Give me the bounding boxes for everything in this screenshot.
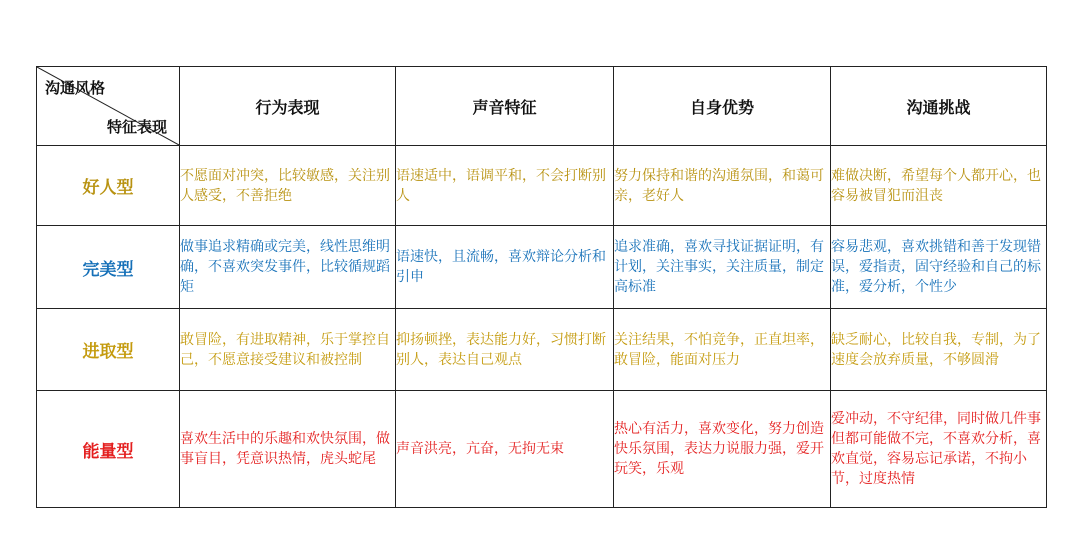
row-header-perfect: 完美型 — [37, 226, 180, 309]
column-header-behavior: 行为表现 — [180, 67, 396, 146]
table-row-perfect — [37, 226, 1047, 309]
column-header-voice: 声音特征 — [396, 67, 614, 146]
cell-energy-voice: 声音洪亮，亢奋，无拘无束 — [396, 391, 614, 508]
column-header-challenge: 沟通挑战 — [831, 67, 1047, 146]
cell-aggressive-behavior: 敢冒险，有进取精神，乐于掌控自己，不愿意接受建议和被控制 — [180, 309, 396, 391]
header-row — [37, 67, 1047, 146]
row-header-energy: 能量型 — [37, 391, 180, 508]
cell-perfect-challenge: 容易悲观，喜欢挑错和善于发现错误，爱指责，固守经验和自己的标准，爱分析，个性少 — [831, 226, 1047, 309]
table-row-good — [37, 146, 1047, 226]
row-header-aggressive: 进取型 — [37, 309, 180, 391]
table-row-energy — [37, 391, 1047, 508]
cell-aggressive-strength: 关注结果，不怕竞争，正直坦率，敢冒险，能面对压力 — [614, 309, 831, 391]
cell-good-challenge: 难做决断，希望每个人都开心，也容易被冒犯而沮丧 — [831, 146, 1047, 226]
row-header-good: 好人型 — [37, 146, 180, 226]
cell-good-behavior: 不愿面对冲突，比较敏感，关注别人感受，不善拒绝 — [180, 146, 396, 226]
cell-perfect-strength: 追求准确，喜欢寻找证据证明，有计划，关注事实，关注质量，制定高标准 — [614, 226, 831, 309]
column-header-strength: 自身优势 — [614, 67, 831, 146]
communication-style-table — [36, 66, 1047, 508]
cell-aggressive-voice: 抑扬顿挫，表达能力好，习惯打断别人，表达自己观点 — [396, 309, 614, 391]
cell-energy-challenge: 爱冲动，不守纪律，同时做几件事但都可能做不完，不喜欢分析，喜欢直觉，容易忘记承诺，不拘小节，过度热情 — [831, 391, 1047, 508]
cell-energy-strength: 热心有活力，喜欢变化，努力创造快乐氛围，表达力说服力强，爱开玩笑，乐观 — [614, 391, 831, 508]
table-row-aggressive — [37, 309, 1047, 391]
cell-perfect-behavior: 做事追求精确或完美，线性思维明确，不喜欢突发事件，比较循规蹈矩 — [180, 226, 396, 309]
cell-aggressive-challenge: 缺乏耐心，比较自我，专制，为了速度会放弃质量，不够圆滑 — [831, 309, 1047, 391]
cell-perfect-voice: 语速快，且流畅，喜欢辩论分析和引申 — [396, 226, 614, 309]
corner-label-feature: 特征表现 — [106, 118, 167, 136]
cell-good-voice: 语速适中，语调平和，不会打断别人 — [396, 146, 614, 226]
cell-energy-behavior: 喜欢生活中的乐趣和欢快氛围，做事盲目，凭意识热情，虎头蛇尾 — [180, 391, 396, 508]
cell-good-strength: 努力保持和谐的沟通氛围，和蔼可亲，老好人 — [614, 146, 831, 226]
corner-label-style: 沟通风格 — [45, 79, 106, 97]
corner-header-cell — [37, 67, 180, 146]
